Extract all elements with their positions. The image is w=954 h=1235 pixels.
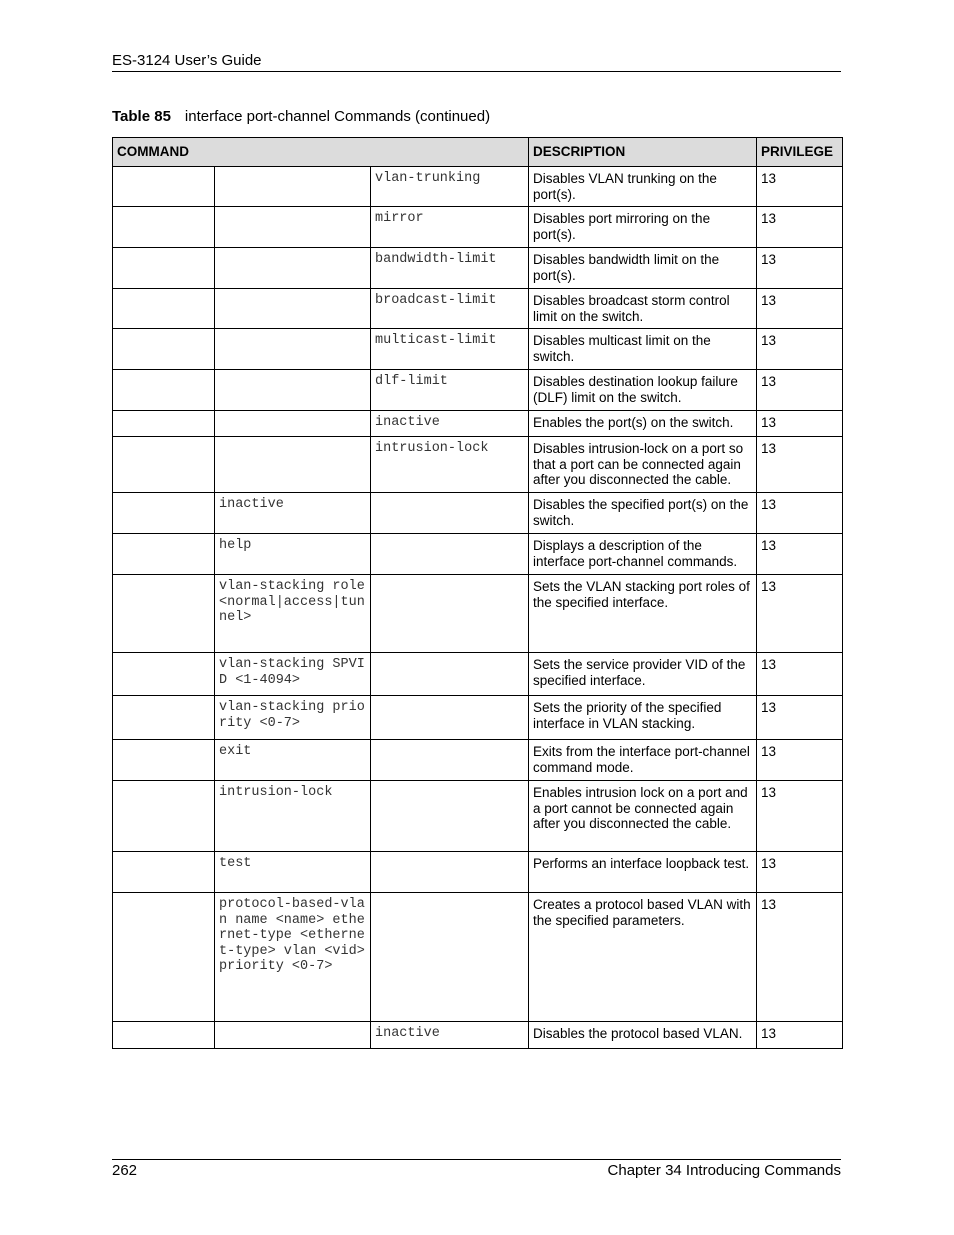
privilege-cell: 13 xyxy=(757,207,843,248)
command-level2-cell xyxy=(215,781,371,852)
command-level3-cell xyxy=(371,781,529,852)
command-level1-cell xyxy=(113,740,215,781)
privilege-cell: 13 xyxy=(757,852,843,893)
description-cell: Sets the priority of the specified interface in VLAN stacking. xyxy=(529,696,757,740)
table-body xyxy=(113,167,843,1049)
command-level1-cell xyxy=(113,893,215,1022)
command-level3-cell xyxy=(371,370,529,411)
command-level3-cell xyxy=(371,248,529,289)
description-cell: Sets the VLAN stacking port roles of the specified interface. xyxy=(529,575,757,653)
command-level2-cell xyxy=(215,653,371,696)
command-text: intrusion-lock xyxy=(375,441,489,456)
command-text: inactive xyxy=(375,1026,440,1041)
command-level2-cell xyxy=(215,852,371,893)
command-level2-cell xyxy=(215,248,371,289)
header-divider xyxy=(112,71,841,72)
command-level1-cell xyxy=(113,575,215,653)
column-header-description: DESCRIPTION xyxy=(529,138,757,167)
command-level3-cell xyxy=(371,329,529,370)
command-level3-cell xyxy=(371,893,529,1022)
command-text: vlan-stacking SPVID <1-4094> xyxy=(219,657,365,688)
command-text: inactive xyxy=(219,497,284,512)
table-row xyxy=(113,781,843,852)
command-text: test xyxy=(219,856,252,871)
table-row xyxy=(113,437,843,493)
command-level3-cell xyxy=(371,207,529,248)
description-cell: Exits from the interface port-channel command mode. xyxy=(529,740,757,781)
command-level1-cell xyxy=(113,167,215,207)
privilege-cell: 13 xyxy=(757,289,843,329)
command-level1-cell xyxy=(113,696,215,740)
privilege-cell: 13 xyxy=(757,740,843,781)
command-level1-cell xyxy=(113,437,215,493)
privilege-cell: 13 xyxy=(757,575,843,653)
description-cell: Disables intrusion-lock on a port so that a port can be connected again after you disconnected the cable. xyxy=(529,437,757,493)
description-cell: Disables VLAN trunking on the port(s). xyxy=(529,167,757,207)
command-level3-cell xyxy=(371,1022,529,1049)
command-level3-cell xyxy=(371,575,529,653)
table-row xyxy=(113,893,843,1022)
command-level2-cell xyxy=(215,696,371,740)
table-header-row xyxy=(113,138,843,167)
description-cell: Disables destination lookup failure (DLF) limit on the switch. xyxy=(529,370,757,411)
command-level2-cell xyxy=(215,370,371,411)
page-number: 262 xyxy=(112,1162,138,1179)
command-text: multicast-limit xyxy=(375,333,497,348)
command-level2-cell xyxy=(215,207,371,248)
table-row xyxy=(113,207,843,248)
description-cell: Disables port mirroring on the port(s). xyxy=(529,207,757,248)
description-cell: Enables intrusion lock on a port and a port cannot be connected again after you disconnected the cable. xyxy=(529,781,757,852)
command-level3-cell xyxy=(371,167,529,207)
chapter-title: Chapter 34 Introducing Commands xyxy=(607,1162,841,1179)
command-level1-cell xyxy=(113,248,215,289)
command-level3-cell xyxy=(371,653,529,696)
description-cell: Performs an interface loopback test. xyxy=(529,852,757,893)
command-level1-cell xyxy=(113,370,215,411)
command-level2-cell xyxy=(215,1022,371,1049)
table-row xyxy=(113,411,843,437)
command-level2-cell xyxy=(215,289,371,329)
description-cell: Disables bandwidth limit on the port(s). xyxy=(529,248,757,289)
privilege-cell: 13 xyxy=(757,1022,843,1049)
privilege-cell: 13 xyxy=(757,167,843,207)
command-level2-cell xyxy=(215,575,371,653)
command-text: vlan-stacking role <normal|access|tunnel> xyxy=(219,579,373,625)
command-level2-cell xyxy=(215,167,371,207)
command-level1-cell xyxy=(113,653,215,696)
command-level1-cell xyxy=(113,852,215,893)
command-text: exit xyxy=(219,744,252,759)
footer-divider xyxy=(112,1159,841,1160)
command-level2-cell xyxy=(215,534,371,575)
privilege-cell: 13 xyxy=(757,781,843,852)
column-header-privilege: PRIVILEGE xyxy=(757,138,843,167)
description-cell: Displays a description of the interface port-channel commands. xyxy=(529,534,757,575)
command-level3-cell xyxy=(371,534,529,575)
command-text: dlf-limit xyxy=(375,374,448,389)
command-text: vlan-stacking priority <0-7> xyxy=(219,700,365,731)
column-header-command: COMMAND xyxy=(113,138,529,167)
command-level1-cell xyxy=(113,781,215,852)
description-cell: Enables the port(s) on the switch. xyxy=(529,411,757,437)
command-level3-cell xyxy=(371,437,529,493)
command-text: mirror xyxy=(375,211,424,226)
table-row xyxy=(113,1022,843,1049)
command-level3-cell xyxy=(371,852,529,893)
privilege-cell: 13 xyxy=(757,534,843,575)
command-level1-cell xyxy=(113,207,215,248)
command-level2-cell xyxy=(215,329,371,370)
command-level2-cell xyxy=(215,740,371,781)
command-level1-cell xyxy=(113,534,215,575)
command-text: intrusion-lock xyxy=(219,785,333,800)
privilege-cell: 13 xyxy=(757,437,843,493)
privilege-cell: 13 xyxy=(757,370,843,411)
command-level1-cell xyxy=(113,411,215,437)
table-row xyxy=(113,534,843,575)
command-text: vlan-trunking xyxy=(375,171,481,186)
command-level3-cell xyxy=(371,289,529,329)
description-cell: Disables multicast limit on the switch. xyxy=(529,329,757,370)
table-row xyxy=(113,248,843,289)
command-level3-cell xyxy=(371,493,529,534)
command-level1-cell xyxy=(113,1022,215,1049)
privilege-cell: 13 xyxy=(757,411,843,437)
privilege-cell: 13 xyxy=(757,893,843,1022)
command-level2-cell xyxy=(215,437,371,493)
command-text: bandwidth-limit xyxy=(375,252,497,267)
command-level1-cell xyxy=(113,329,215,370)
table-row xyxy=(113,370,843,411)
privilege-cell: 13 xyxy=(757,329,843,370)
command-level3-cell xyxy=(371,696,529,740)
command-text: help xyxy=(219,538,252,553)
description-cell: Creates a protocol based VLAN with the specified parameters. xyxy=(529,893,757,1022)
table-row xyxy=(113,852,843,893)
table-row xyxy=(113,289,843,329)
table-row xyxy=(113,696,843,740)
description-cell: Sets the service provider VID of the specified interface. xyxy=(529,653,757,696)
command-level2-cell xyxy=(215,411,371,437)
command-level1-cell xyxy=(113,493,215,534)
table-row xyxy=(113,167,843,207)
description-cell: Disables the protocol based VLAN. xyxy=(529,1022,757,1049)
description-cell: Disables the specified port(s) on the switch. xyxy=(529,493,757,534)
command-level3-cell xyxy=(371,411,529,437)
command-text: protocol-based-vlan name <name> ethernet-type <ethernet-type> vlan <vid> priority <0-7> xyxy=(219,897,373,974)
privilege-cell: 13 xyxy=(757,248,843,289)
table-row xyxy=(113,493,843,534)
document-header-title: ES-3124 User’s Guide xyxy=(112,52,262,69)
table-row xyxy=(113,329,843,370)
table-row xyxy=(113,575,843,653)
privilege-cell: 13 xyxy=(757,696,843,740)
privilege-cell: 13 xyxy=(757,653,843,696)
command-level2-cell xyxy=(215,493,371,534)
command-level3-cell xyxy=(371,740,529,781)
table-caption xyxy=(112,108,490,125)
command-level1-cell xyxy=(113,289,215,329)
description-cell: Disables broadcast storm control limit on the switch. xyxy=(529,289,757,329)
table-caption-label: Table 85 xyxy=(112,108,171,125)
commands-table xyxy=(112,137,843,1049)
privilege-cell: 13 xyxy=(757,493,843,534)
table-row xyxy=(113,740,843,781)
command-text: broadcast-limit xyxy=(375,293,497,308)
command-text: inactive xyxy=(375,415,440,430)
table-row xyxy=(113,653,843,696)
command-level2-cell xyxy=(215,893,371,1022)
table-caption-text: interface port-channel Commands (continued) xyxy=(184,108,491,125)
